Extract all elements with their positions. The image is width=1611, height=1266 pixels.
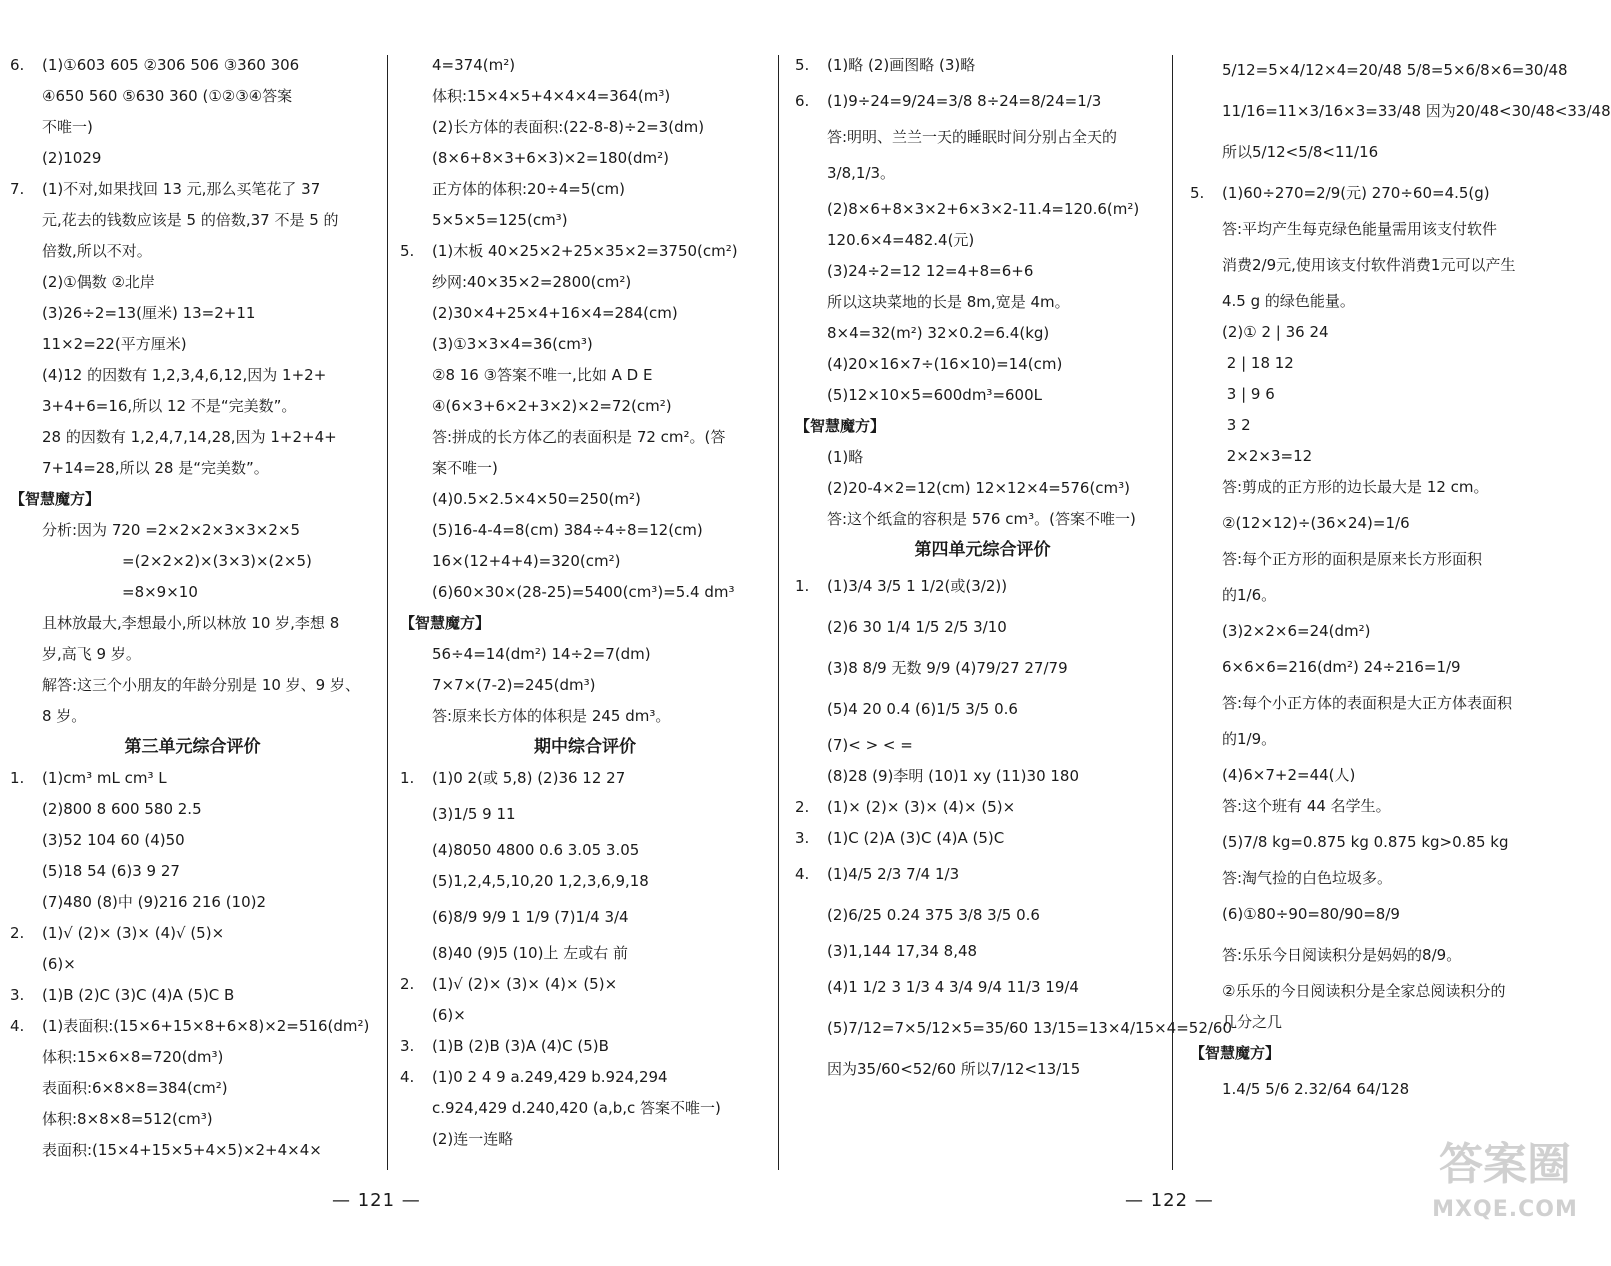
answer-line	[1190, 441, 1590, 472]
answer-line	[1190, 616, 1590, 647]
answer-line	[1190, 688, 1590, 719]
question-number: 6.	[10, 56, 25, 74]
answer-text: 5/12=5×4/12×4=20/48 5/8=5×6/8×6=30/48	[1222, 61, 1568, 79]
answer-line	[400, 763, 770, 794]
question-number: 3.	[10, 986, 25, 1004]
answer-text: 解答:这三个小朋友的年龄分别是 10 岁、9 岁、	[42, 676, 360, 694]
answer-text: 8 岁。	[42, 707, 87, 725]
answer-text: (8)40 (9)5 (10)上 左或右 前	[432, 944, 628, 962]
answer-line	[10, 391, 375, 422]
question-number: 7.	[10, 180, 25, 198]
answer-line	[400, 329, 770, 360]
answer-text: (1)9÷24=9/24=3/8 8÷24=8/24=1/3	[827, 92, 1102, 110]
answer-text: (3)1/5 9 11	[432, 805, 516, 823]
answer-text: (1)0 2 4 9 a.249,429 b.924,294	[432, 1068, 668, 1086]
answer-text: 【智慧魔方】	[400, 614, 491, 632]
answer-text: 答:这个班有 44 名学生。	[1222, 797, 1391, 815]
answer-text: 7+14=28,所以 28 是“完美数”。	[42, 459, 269, 477]
answer-line	[10, 267, 375, 298]
answer-text: 6×6×6=216(dm²) 24÷216=1/9	[1222, 658, 1461, 676]
answer-line	[400, 938, 770, 969]
answer-text: 3/8,1/3。	[827, 164, 896, 182]
answer-line	[1190, 50, 1590, 91]
answer-text: (3)1,144 17,34 8,48	[827, 942, 978, 960]
answer-text: (4)0.5×2.5×4×50=250(m²)	[432, 490, 641, 508]
answer-text: =(2×2×2)×(3×3)×(2×5)	[122, 552, 312, 570]
answer-text: 答:原来长方体的体积是 245 dm³。	[432, 707, 671, 725]
answer-text: (8×6+8×3+6×3)×2=180(dm²)	[432, 149, 669, 167]
answer-text: 表面积:6×8×8=384(cm²)	[42, 1079, 228, 1097]
answer-text: 28 的因数有 1,2,4,7,14,28,因为 1+2+4+	[42, 428, 337, 446]
answer-text: (5)1,2,4,5,10,20 1,2,3,6,9,18	[432, 872, 649, 890]
answer-text: (2)长方体的表面积:(22-8-8)÷2=3(dm)	[432, 118, 705, 136]
answer-line	[795, 854, 1170, 895]
answer-line	[400, 794, 770, 835]
answer-line	[1190, 379, 1590, 410]
question-number: 5.	[1190, 184, 1205, 202]
answer-text: (1)× (2)× (3)× (4)× (5)×	[827, 798, 1016, 816]
answer-text: (2)30×4+25×4+16×4=284(cm)	[432, 304, 678, 322]
answer-text: (1)0 2(或 5,8) (2)36 12 27	[432, 769, 626, 787]
answer-line	[10, 794, 375, 825]
answer-text: 表面积:(15×4+15×5+4×5)×2+4×4×	[42, 1141, 322, 1159]
answer-line	[10, 1042, 375, 1073]
answer-text: (2)6/25 0.24 375 3/8 3/5 0.6	[827, 906, 1040, 924]
answer-text: 答:拼成的长方体乙的表面积是 72 cm²。(答	[432, 428, 726, 446]
answer-text: 3 | 9 6	[1222, 385, 1275, 403]
answer-text: 答:平均产生每克绿色能量需用该支付软件	[1222, 220, 1498, 238]
answer-line	[400, 546, 770, 577]
column-divider	[778, 55, 779, 1170]
answer-text: (1)①603 605 ②306 506 ③360 306	[42, 56, 300, 74]
answer-text: (6)①80÷90=80/90=8/9	[1222, 905, 1400, 923]
answer-line	[10, 50, 375, 81]
answer-line	[10, 81, 375, 112]
answer-line	[10, 1073, 375, 1104]
question-number: 5.	[795, 56, 810, 74]
answer-text: (6)×	[432, 1006, 466, 1024]
answer-column-1	[10, 50, 375, 1166]
answer-line	[10, 887, 375, 918]
answer-line	[795, 607, 1170, 648]
answer-text: 第三单元综合评价	[124, 737, 261, 757]
answer-line	[10, 205, 375, 236]
answer-text: 因为35/60<52/60 所以7/12<13/15	[827, 1060, 1081, 1078]
answer-line	[400, 1000, 770, 1031]
answer-line	[10, 608, 375, 639]
answer-line	[400, 515, 770, 546]
answer-text: (2)800 8 600 580 2.5	[42, 800, 202, 818]
answer-column-2	[400, 50, 770, 1155]
watermark-url: MXQE.COM	[1432, 1197, 1578, 1222]
answer-text: (2)①偶数 ②北岸	[42, 273, 155, 291]
answer-text: 120.6×4=482.4(元)	[827, 231, 975, 249]
answer-line	[10, 453, 375, 484]
answer-line	[795, 153, 1170, 194]
answer-text: ④(6×3+6×2+3×2)×2=72(cm²)	[432, 397, 672, 415]
answer-line	[1190, 976, 1590, 1007]
answer-text: 答:淘气捡的白色垃圾多。	[1222, 869, 1393, 887]
question-number: 2.	[795, 798, 810, 816]
answer-line	[795, 936, 1170, 967]
answer-text: 11/16=11×3/16×3=33/48 因为20/48<30/48<33/48	[1222, 102, 1611, 120]
answer-line	[10, 1135, 375, 1166]
answer-text: 8×4=32(m²) 32×0.2=6.4(kg)	[827, 324, 1050, 342]
answer-text: (2)连一连略	[432, 1130, 514, 1148]
answer-text: (4)1 1/2 3 1/3 4 3/4 9/4 11/3 19/4	[827, 978, 1079, 996]
answer-text: (3)52 104 60 (4)50	[42, 831, 185, 849]
answer-text: (3)2×2×6=24(dm²)	[1222, 622, 1371, 640]
answer-line	[1190, 760, 1590, 791]
answer-text: 体积:15×4×5+4×4×4=364(m³)	[432, 87, 671, 105]
answer-text: (1)√ (2)× (3)× (4)√ (5)×	[42, 924, 225, 942]
answer-line	[795, 566, 1170, 607]
answer-line	[400, 81, 770, 112]
answer-line	[795, 81, 1170, 122]
answer-text: 【智慧魔方】	[1190, 1044, 1281, 1062]
answer-line	[1190, 791, 1590, 822]
answer-line	[10, 825, 375, 856]
answer-line	[1190, 863, 1590, 894]
answer-line	[400, 835, 770, 866]
question-number: 5.	[400, 242, 415, 260]
answer-text: 答:明明、兰兰一天的睡眠时间分别占全天的	[827, 128, 1118, 146]
answer-line	[10, 422, 375, 453]
answer-text: (5)4 20 0.4 (6)1/5 3/5 0.6	[827, 700, 1018, 718]
answer-text: 答:每个正方形的面积是原来长方形面积	[1222, 550, 1483, 568]
answer-line	[10, 174, 375, 205]
answer-text: 倍数,所以不对。	[42, 242, 152, 260]
answer-line	[10, 918, 375, 949]
answer-line	[1190, 822, 1590, 863]
answer-line	[10, 329, 375, 360]
answer-line	[795, 823, 1170, 854]
answer-text: (3)8 8/9 无数 9/9 (4)79/27 27/79	[827, 659, 1068, 677]
answer-text: 2 | 18 12	[1222, 354, 1294, 372]
answer-text: ②(12×12)÷(36×24)=1/6	[1222, 514, 1410, 532]
answer-text: 体积:15×6×8=720(dm³)	[42, 1048, 224, 1066]
answer-line	[10, 546, 375, 577]
answer-line	[400, 174, 770, 205]
answer-line	[1190, 1069, 1590, 1110]
answer-text: (1)B (2)C (3)C (4)A (5)C B	[42, 986, 235, 1004]
answer-text: (3)①3×3×4=36(cm³)	[432, 335, 593, 353]
answer-line	[1190, 719, 1590, 760]
answer-line	[1190, 348, 1590, 379]
answer-text: (6)60×30×(28-25)=5400(cm³)=5.4 dm³	[432, 583, 735, 601]
answer-line	[10, 763, 375, 794]
answer-line	[10, 856, 375, 887]
answer-line	[400, 267, 770, 298]
answer-text: 案不唯一)	[432, 459, 498, 477]
answer-line	[1190, 575, 1590, 616]
answer-text: (1)木板 40×25×2+25×35×2=3750(cm²)	[432, 242, 738, 260]
watermark-text: 答案圈	[1439, 1139, 1571, 1190]
answer-line	[795, 225, 1170, 256]
answer-line	[1190, 286, 1590, 317]
answer-text: c.924,429 d.240,420 (a,b,c 答案不唯一)	[432, 1099, 721, 1117]
answer-text: 所以这块菜地的长是 8m,宽是 4m。	[827, 293, 1070, 311]
answer-line	[10, 639, 375, 670]
answer-text: (5)18 54 (6)3 9 27	[42, 862, 180, 880]
answer-text: 16×(12+4+4)=320(cm²)	[432, 552, 621, 570]
answer-line	[795, 256, 1170, 287]
question-number: 1.	[10, 769, 25, 787]
answer-line	[1190, 214, 1590, 245]
answer-text: (1)cm³ mL cm³ L	[42, 769, 167, 787]
section-header-magic-cube	[1190, 1038, 1590, 1069]
answer-line	[795, 792, 1170, 823]
answer-line	[1190, 410, 1590, 441]
answer-line	[400, 1093, 770, 1124]
answer-text: (5)7/12=7×5/12×5=35/60 13/15=13×4/15×4=52/60	[827, 1019, 1233, 1037]
answer-line	[400, 577, 770, 608]
question-number: 2.	[400, 975, 415, 993]
answer-line	[400, 639, 770, 670]
watermark-logo	[1415, 1135, 1595, 1255]
answer-line	[10, 1011, 375, 1042]
answer-line	[795, 287, 1170, 318]
answer-text: (5)7/8 kg=0.875 kg 0.875 kg>0.85 kg	[1222, 833, 1509, 851]
answer-line	[10, 670, 375, 701]
answer-line	[795, 349, 1170, 380]
answer-text: 答:乐乐今日阅读积分是妈妈的8/9。	[1222, 946, 1462, 964]
answer-line	[400, 866, 770, 897]
answer-text: (1)60÷270=2/9(元) 270÷60=4.5(g)	[1222, 184, 1490, 202]
question-number: 4.	[10, 1017, 25, 1035]
answer-text: (4)20×16×7÷(16×10)=14(cm)	[827, 355, 1063, 373]
answer-line	[400, 453, 770, 484]
section-header-magic-cube	[10, 484, 375, 515]
answer-text: 且林放最大,李想最小,所以林放 10 岁,李想 8	[42, 614, 340, 632]
answer-line	[795, 122, 1170, 153]
answer-text: (1)略 (2)画图略 (3)略	[827, 56, 976, 74]
answer-text: (7)480 (8)中 (9)216 216 (10)2	[42, 893, 267, 911]
answer-text: 的1/6。	[1222, 586, 1277, 604]
answer-line	[795, 318, 1170, 349]
answer-text: (1)B (2)B (3)A (4)C (5)B	[432, 1037, 609, 1055]
answer-text: (4)6×7+2=44(人)	[1222, 766, 1356, 784]
answer-text: (1)不对,如果找回 13 元,那么买笔花了 37	[42, 180, 321, 198]
answer-line	[10, 980, 375, 1011]
answer-text: 2×2×3=12	[1222, 447, 1313, 465]
answer-line	[795, 442, 1170, 473]
answer-line	[1190, 935, 1590, 976]
answer-line	[10, 949, 375, 980]
answer-text: 正方体的体积:20÷4=5(cm)	[432, 180, 625, 198]
answer-text: (8)28 (9)李明 (10)1 xy (11)30 180	[827, 767, 1080, 785]
answer-line	[10, 1104, 375, 1135]
question-number: 2.	[10, 924, 25, 942]
answer-text: ④650 560 ⑤630 360 (①②③④答案	[42, 87, 293, 105]
answer-line	[1190, 91, 1611, 132]
answer-line	[400, 1031, 770, 1062]
answer-text: 不唯一)	[42, 118, 93, 136]
answer-line	[1190, 245, 1590, 286]
section-header-magic-cube	[400, 608, 770, 639]
question-number: 4.	[400, 1068, 415, 1086]
answer-line	[795, 504, 1170, 535]
answer-line	[1190, 173, 1590, 214]
question-number: 1.	[400, 769, 415, 787]
answer-text: 的1/9。	[1222, 730, 1277, 748]
question-number: 4.	[795, 865, 810, 883]
answer-line	[400, 1124, 770, 1155]
answer-line	[795, 380, 1170, 411]
answer-line	[10, 360, 375, 391]
section-header-magic-cube	[795, 411, 1170, 442]
answer-text: 【智慧魔方】	[795, 417, 886, 435]
column-divider	[387, 55, 388, 1170]
answer-line	[400, 143, 770, 174]
answer-text: 元,花去的钱数应该是 5 的倍数,37 不是 5 的	[42, 211, 339, 229]
answer-text: (5)16-4-4=8(cm) 384÷4÷8=12(cm)	[432, 521, 703, 539]
answer-text: (2)20-4×2=12(cm) 12×12×4=576(cm³)	[827, 479, 1131, 497]
answer-line	[400, 969, 770, 1000]
answer-text: (3)26÷2=13(厘米) 13=2+11	[42, 304, 256, 322]
answer-text: 5×5×5=125(cm³)	[432, 211, 568, 229]
answer-line	[10, 298, 375, 329]
answer-line	[400, 205, 770, 236]
answer-text: 岁,高飞 9 岁。	[42, 645, 141, 663]
page-number-right: — 122 —	[1125, 1190, 1214, 1211]
answer-line	[795, 194, 1170, 225]
answer-line	[10, 112, 375, 143]
answer-line	[1190, 132, 1590, 173]
column-divider	[1172, 55, 1173, 1170]
answer-line	[1190, 647, 1590, 688]
answer-text: (4)8050 4800 0.6 3.05 3.05	[432, 841, 640, 859]
section-title	[795, 535, 1170, 566]
question-number: 6.	[795, 92, 810, 110]
answer-column-3	[795, 50, 1233, 1090]
answer-line	[1190, 503, 1590, 544]
answer-text: 答:剪成的正方形的边长最大是 12 cm。	[1222, 478, 1489, 496]
answer-text: (1)3/4 3/5 1 1/2(或(3/2))	[827, 577, 1008, 595]
answer-text: (1)4/5 2/3 7/4 1/3	[827, 865, 960, 883]
answer-line	[400, 670, 770, 701]
answer-line	[400, 360, 770, 391]
answer-line	[400, 701, 770, 732]
answer-text: (5)12×10×5=600dm³=600L	[827, 386, 1043, 404]
answer-line	[400, 391, 770, 422]
answer-text: (1)√ (2)× (3)× (4)× (5)×	[432, 975, 618, 993]
answer-text: 11×2=22(平方厘米)	[42, 335, 187, 353]
answer-text: ②8 16 ③答案不唯一,比如 A D E	[432, 366, 653, 384]
answer-line	[795, 1049, 1170, 1090]
answer-text: (2)1029	[42, 149, 102, 167]
answer-text: 所以5/12<5/8<11/16	[1222, 143, 1379, 161]
answer-line	[795, 473, 1170, 504]
answer-line	[795, 761, 1170, 792]
answer-text: (6)×	[42, 955, 76, 973]
question-number: 3.	[400, 1037, 415, 1055]
answer-line	[400, 112, 770, 143]
question-number: 1.	[795, 577, 810, 595]
answer-line	[795, 50, 1170, 81]
answer-text: 答:每个小正方体的表面积是大正方体表面积	[1222, 694, 1513, 712]
answer-text: 7×7×(7-2)=245(dm³)	[432, 676, 596, 694]
section-title	[10, 732, 375, 763]
answer-line	[795, 895, 1170, 936]
answer-line	[1190, 472, 1590, 503]
answer-text: 【智慧魔方】	[10, 490, 101, 508]
answer-line	[1190, 894, 1590, 935]
answer-text: (4)12 的因数有 1,2,3,4,6,12,因为 1+2+	[42, 366, 327, 384]
answer-line	[10, 515, 375, 546]
answer-text: ②乐乐的今日阅读积分是全家总阅读积分的	[1222, 982, 1506, 1000]
answer-text: 纱网:40×35×2=2800(cm²)	[432, 273, 632, 291]
answer-text: (7)< > < =	[827, 736, 913, 754]
answer-line	[10, 701, 375, 732]
answer-text: (1)略	[827, 448, 864, 466]
answer-line	[400, 236, 770, 267]
answer-line	[1190, 317, 1590, 348]
answer-column-4	[1190, 50, 1611, 1110]
answer-text: (2)8×6+8×3×2+6×3×2-11.4=120.6(m²)	[827, 200, 1140, 218]
answer-text: 第四单元综合评价	[914, 540, 1051, 560]
answer-line	[10, 143, 375, 174]
answer-text: (2)① 2 | 36 24	[1222, 323, 1329, 341]
answer-text: 消费2/9元,使用该支付软件消费1元可以产生	[1222, 256, 1516, 274]
answer-line	[795, 648, 1170, 689]
answer-line	[400, 1062, 770, 1093]
answer-text: 分析:因为 720 =2×2×2×3×3×2×5	[42, 521, 301, 539]
answer-text: (1)C (2)A (3)C (4)A (5)C	[827, 829, 1005, 847]
answer-line	[400, 422, 770, 453]
answer-text: =8×9×10	[122, 583, 198, 601]
answer-line	[1190, 1007, 1590, 1038]
answer-text: 几分之几	[1222, 1013, 1283, 1031]
answer-text: 体积:8×8×8=512(cm³)	[42, 1110, 213, 1128]
answer-line	[795, 689, 1170, 730]
answer-text: (6)8/9 9/9 1 1/9 (7)1/4 3/4	[432, 908, 629, 926]
question-number: 3.	[795, 829, 810, 847]
answer-line	[10, 236, 375, 267]
answer-line	[795, 967, 1170, 1008]
answer-line	[795, 730, 1170, 761]
answer-line	[400, 897, 770, 938]
answer-line	[400, 298, 770, 329]
answer-text: 4.5 g 的绿色能量。	[1222, 292, 1355, 310]
answer-line	[400, 484, 770, 515]
answer-text: 答:这个纸盒的容积是 576 cm³。(答案不唯一)	[827, 510, 1136, 528]
answer-line	[400, 50, 770, 81]
answer-text: 3 2	[1222, 416, 1251, 434]
answer-text: (2)6 30 1/4 1/5 2/5 3/10	[827, 618, 1007, 636]
answer-text: (3)24÷2=12 12=4+8=6+6	[827, 262, 1034, 280]
answer-text: 4=374(m²)	[432, 56, 516, 74]
page-number-left: — 121 —	[332, 1190, 421, 1211]
answer-text: 1.4/5 5/6 2.32/64 64/128	[1222, 1080, 1410, 1098]
answer-text: 3+4+6=16,所以 12 不是“完美数”。	[42, 397, 297, 415]
answer-text: (1)表面积:(15×6+15×8+6×8)×2=516(dm²)	[42, 1017, 370, 1035]
answer-line	[10, 577, 375, 608]
answer-line	[1190, 544, 1590, 575]
answer-text: 56÷4=14(dm²) 14÷2=7(dm)	[432, 645, 651, 663]
answer-text: 期中综合评价	[534, 737, 636, 757]
answer-line	[795, 1008, 1233, 1049]
section-title	[400, 732, 770, 763]
